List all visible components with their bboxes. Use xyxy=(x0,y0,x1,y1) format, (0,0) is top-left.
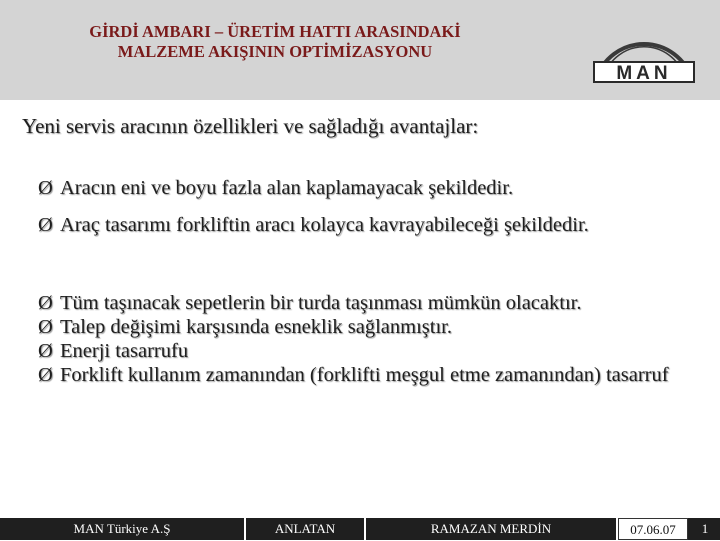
footer-page-number: 1 xyxy=(701,521,709,536)
man-logo xyxy=(588,14,700,88)
bullet-arrow-icon: Ø xyxy=(38,292,53,314)
bullet-arrow-icon: Ø xyxy=(38,340,53,362)
slide-footer xyxy=(0,518,720,540)
bullet-item: Ø Enerji tasarrufu xyxy=(38,340,189,362)
bullet-group-2 xyxy=(38,291,678,387)
bullet-arrow-icon: Ø xyxy=(38,316,53,338)
bullet-arrow-icon: Ø xyxy=(38,364,53,386)
slide-subtitle: Yeni servis aracının özellikleri ve sağladığı avantajlar: xyxy=(22,114,479,138)
title-line-2: MALZEME AKIŞININ OPTİMİZASYONU xyxy=(117,42,433,61)
title-line-1: GİRDİ AMBARI – ÜRETİM HATTI ARASINDAKİ xyxy=(89,22,461,41)
bullet-arrow-icon: Ø xyxy=(38,214,53,236)
footer-presenter-label: ANLATAN xyxy=(246,518,366,540)
bullet-item: Ø Aracın eni ve boyu fazla alan kaplamayacak şekildedir. xyxy=(38,177,514,199)
footer-date: 07.06.07 xyxy=(618,518,688,540)
bullet-item: Ø Talep değişimi karşısında esneklik sağlanmıştır. xyxy=(38,316,452,338)
bullet-item: Ø Forklift kullanım zamanından (forklifti meşgul etme zamanından) tasarruf xyxy=(38,364,669,386)
footer-presenter-name: RAMAZAN MERDİN xyxy=(366,518,618,540)
bullet-item: Ø Tüm taşınacak sepetlerin bir turda taşınması mümkün olacaktır. xyxy=(38,292,582,314)
slide-title xyxy=(30,22,520,62)
bullet-group-1 xyxy=(38,176,678,237)
bullet-arrow-icon: Ø xyxy=(38,177,53,199)
logo-text: MAN xyxy=(616,63,672,84)
slide-header xyxy=(0,0,720,100)
bullet-item: Ø Araç tasarımı forkliftin aracı kolayca kavrayabileceği şekildedir. xyxy=(38,214,589,236)
footer-company: MAN Türkiye A.Ş xyxy=(0,518,246,540)
